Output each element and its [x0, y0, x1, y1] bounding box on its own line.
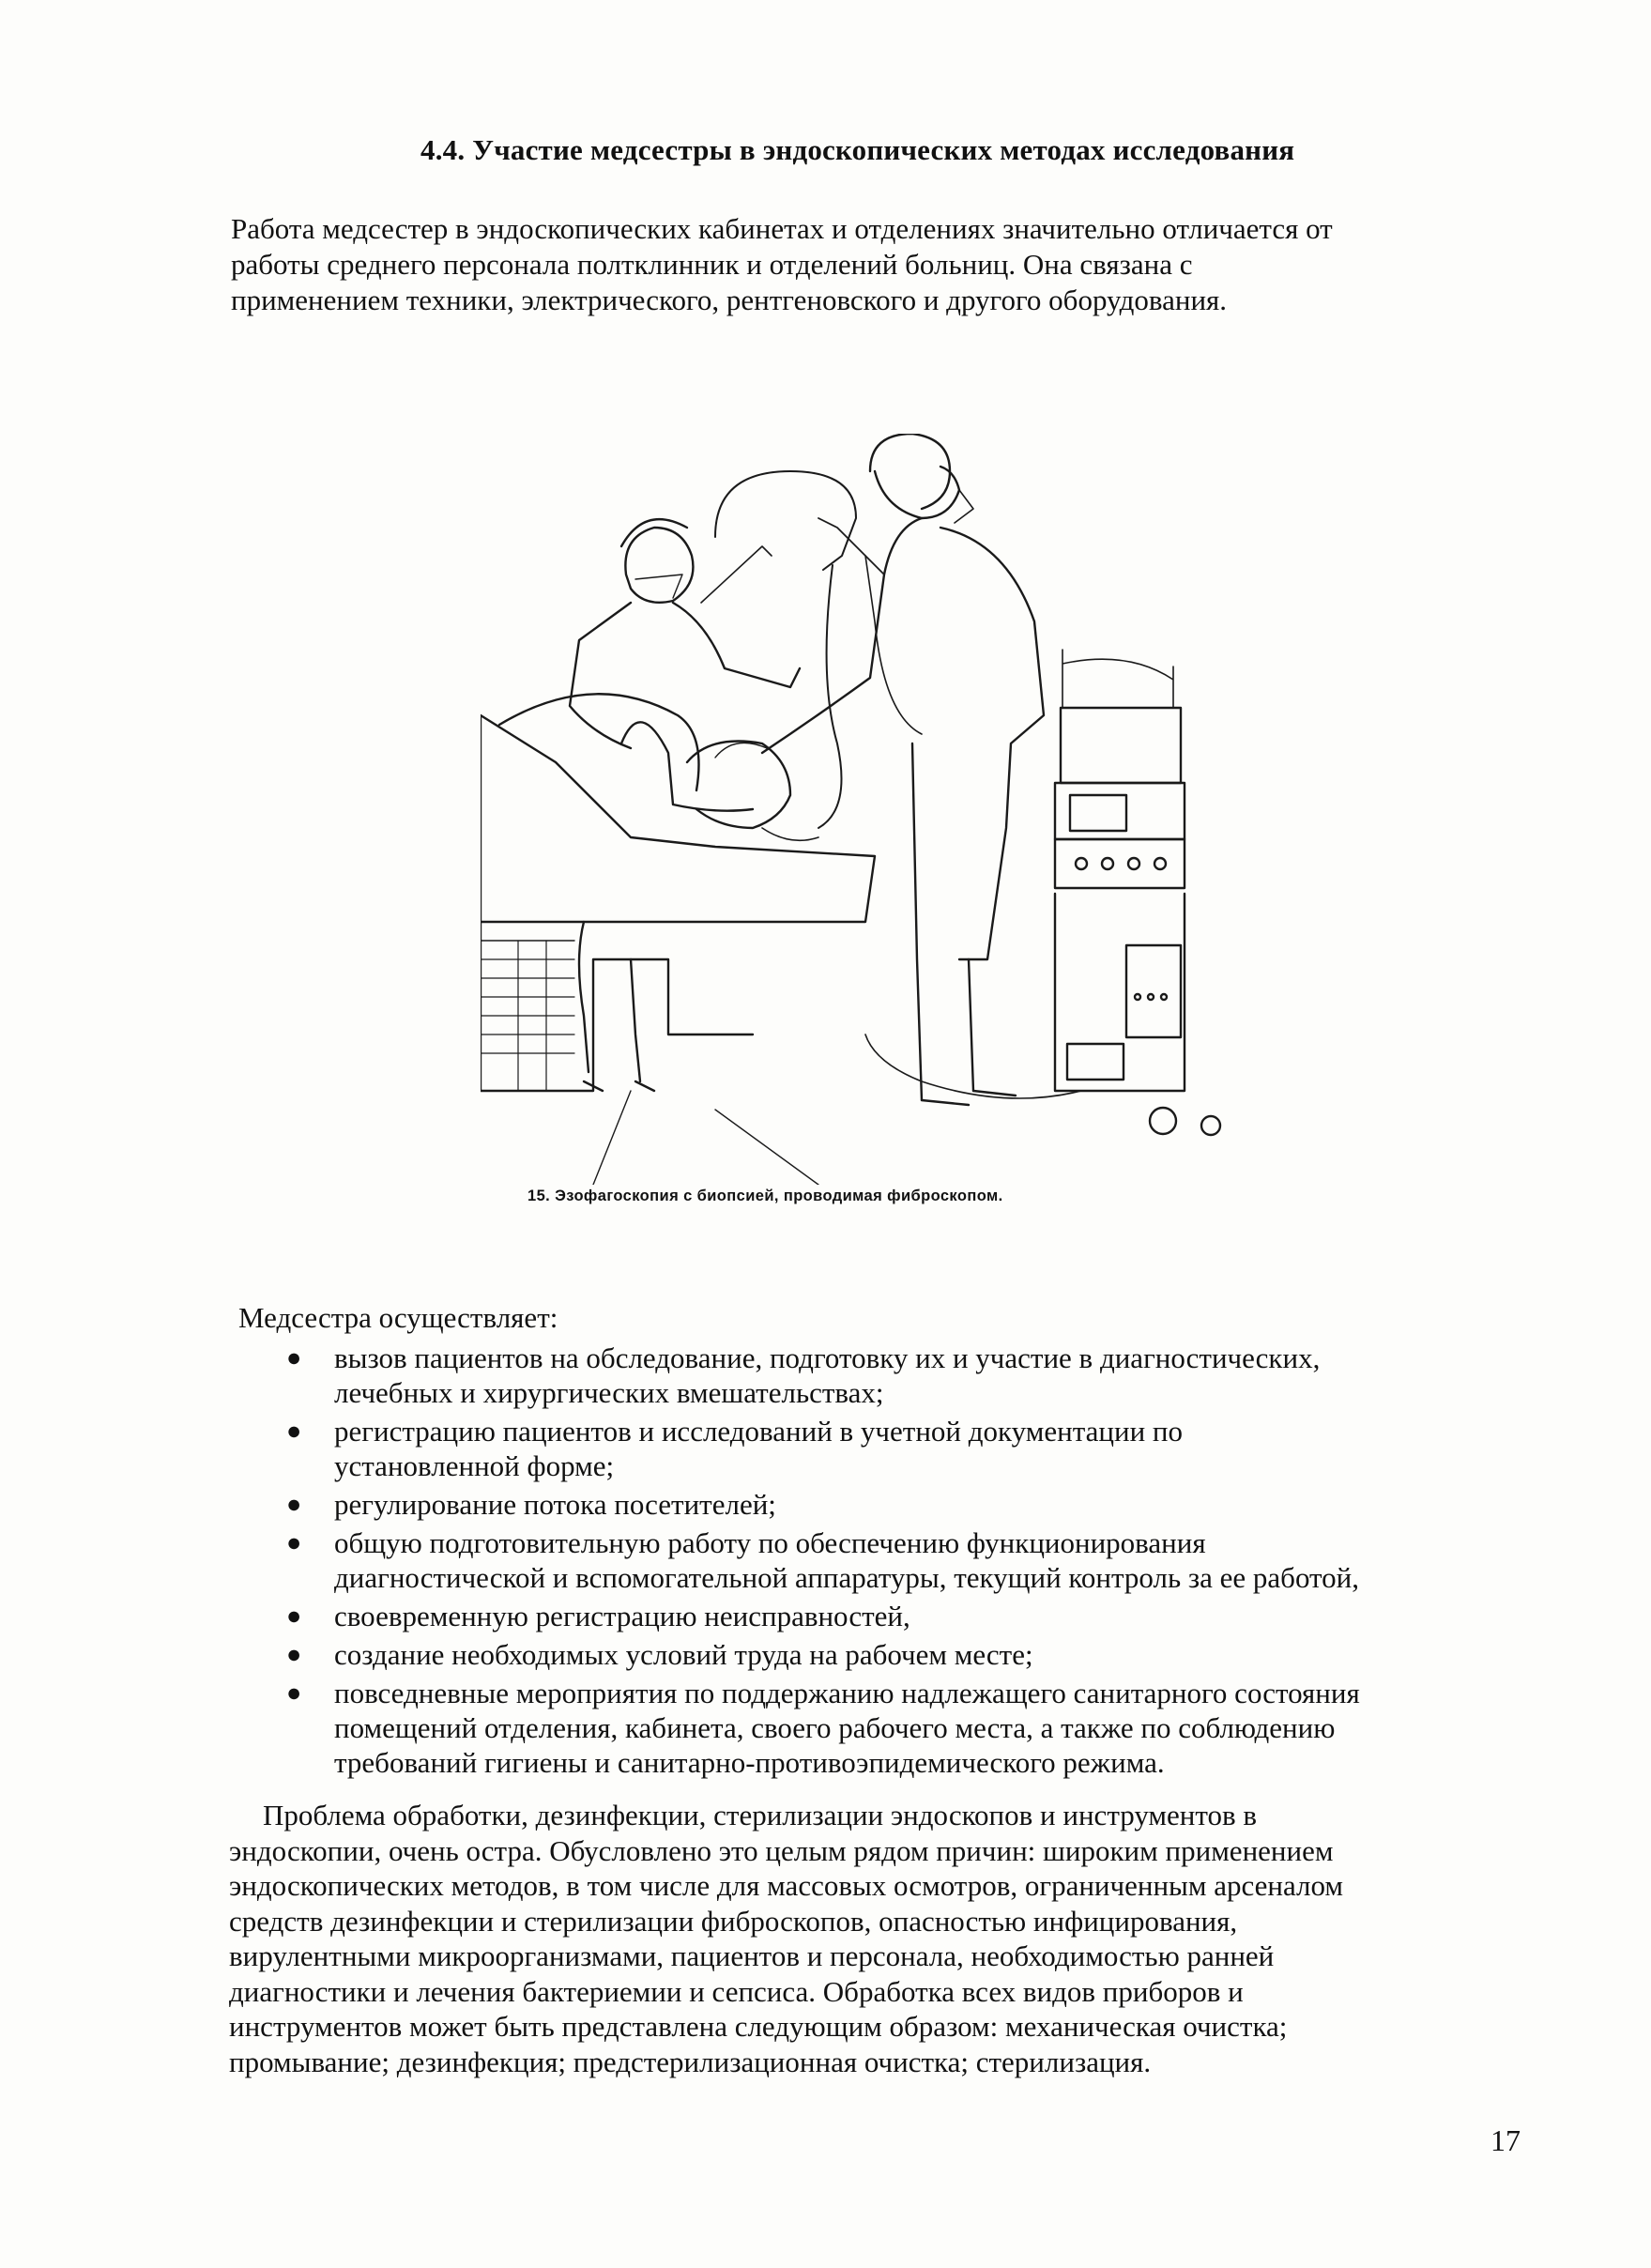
list-item-text: повседневные мероприятия по поддержанию надлежащего санитарного состояния — [334, 1677, 1360, 1709]
bullet-icon: ● — [286, 1417, 302, 1445]
bullet-icon: ● — [286, 1640, 302, 1668]
body-paragraph — [229, 1798, 1543, 2079]
list-item-text: своевременную регистрацию неисправностей, — [334, 1600, 910, 1632]
list-item — [282, 1341, 1558, 1410]
list-item — [282, 1487, 1558, 1522]
list-item — [282, 1525, 1558, 1595]
list-item-text: создание необходимых условий труда на рабочем месте; — [334, 1638, 1033, 1671]
paragraph-line: эндоскопии, очень остра. Обусловлено это целым рядом причин: широким применением — [229, 1833, 1334, 1867]
list-item-text: требований гигиены и санитарно-противоэпидемического режима. — [334, 1746, 1165, 1779]
list-item-text: регистрацию пациентов и исследований в учетной документации по — [334, 1415, 1184, 1448]
paragraph-line: эндоскопических методов, в том числе для массовых осмотров, ограниченным арсеналом — [229, 1869, 1344, 1902]
list-item-text: лечебных и хирургических вмешательствах; — [334, 1376, 884, 1409]
list-item-text: регулирование потока посетителей; — [334, 1488, 776, 1521]
bullet-icon: ● — [286, 1343, 302, 1372]
bullet-icon: ● — [286, 1601, 302, 1630]
intro-line: работы среднего персонала полтклинник и отделений больниц. Она связана с — [231, 248, 1193, 281]
endoscopy-illustration — [481, 434, 1222, 1232]
intro-line: Работа медсестер в эндоскопических кабинетах и отделениях значительно отличается от — [231, 212, 1333, 245]
illustration-drawing — [481, 434, 1222, 1185]
bullet-icon: ● — [286, 1678, 302, 1707]
page-number: 17 — [1490, 2123, 1521, 2157]
list-item-text: установленной форме; — [334, 1449, 615, 1482]
duties-list — [282, 1341, 1558, 1784]
list-item-text: помещений отделения, кабинета, своего рабочего места, а также по соблюдению — [334, 1711, 1336, 1744]
paragraph-line: вирулентными микроорганизмами, пациентов и персонала, необходимостью ранней — [229, 1939, 1275, 1972]
paragraph-line: Проблема обработки, дезинфекции, стерилизации эндоскопов и инструментов в — [263, 1799, 1258, 1831]
bullet-icon: ● — [286, 1490, 302, 1518]
section-heading: 4.4. Участие медсестры в эндоскопических методах исследования — [420, 133, 1295, 166]
intro-line: применением техники, электрического, рентгеновского и другого оборудования. — [231, 284, 1228, 316]
figure-caption: 15. Эзофагоскопия с биопсией, проводимая фиброскопом. — [527, 1188, 1003, 1204]
duties-lead: Медсестра осуществляет: — [238, 1301, 558, 1334]
intro-paragraph — [231, 211, 1536, 318]
list-item-text: диагностической и вспомогательной аппаратуры, текущий контроль за ее работой, — [334, 1561, 1360, 1594]
paragraph-line: средств дезинфекции и стерилизации фиброскопов, опасностью инфицирования, — [229, 1904, 1238, 1938]
list-item-text: общую подготовительную работу по обеспечению функционирования — [334, 1526, 1206, 1559]
paragraph-line: промывание; дезинфекция; предстерилизационная очистка; стерилизация. — [229, 2045, 1152, 2078]
list-item-text: вызов пациентов на обследование, подготовку их и участие в диагностических, — [334, 1341, 1321, 1374]
list-item — [282, 1599, 1558, 1633]
list-item — [282, 1676, 1558, 1780]
bullet-icon: ● — [286, 1528, 302, 1556]
paragraph-line: инструментов может быть представлена следующим образом: механическая очистка; — [229, 2010, 1288, 2043]
list-item — [282, 1637, 1558, 1672]
paragraph-line: диагностики и лечения бактериемии и сепсиса. Обработка всех видов приборов и — [229, 1974, 1244, 2008]
list-item — [282, 1414, 1558, 1483]
